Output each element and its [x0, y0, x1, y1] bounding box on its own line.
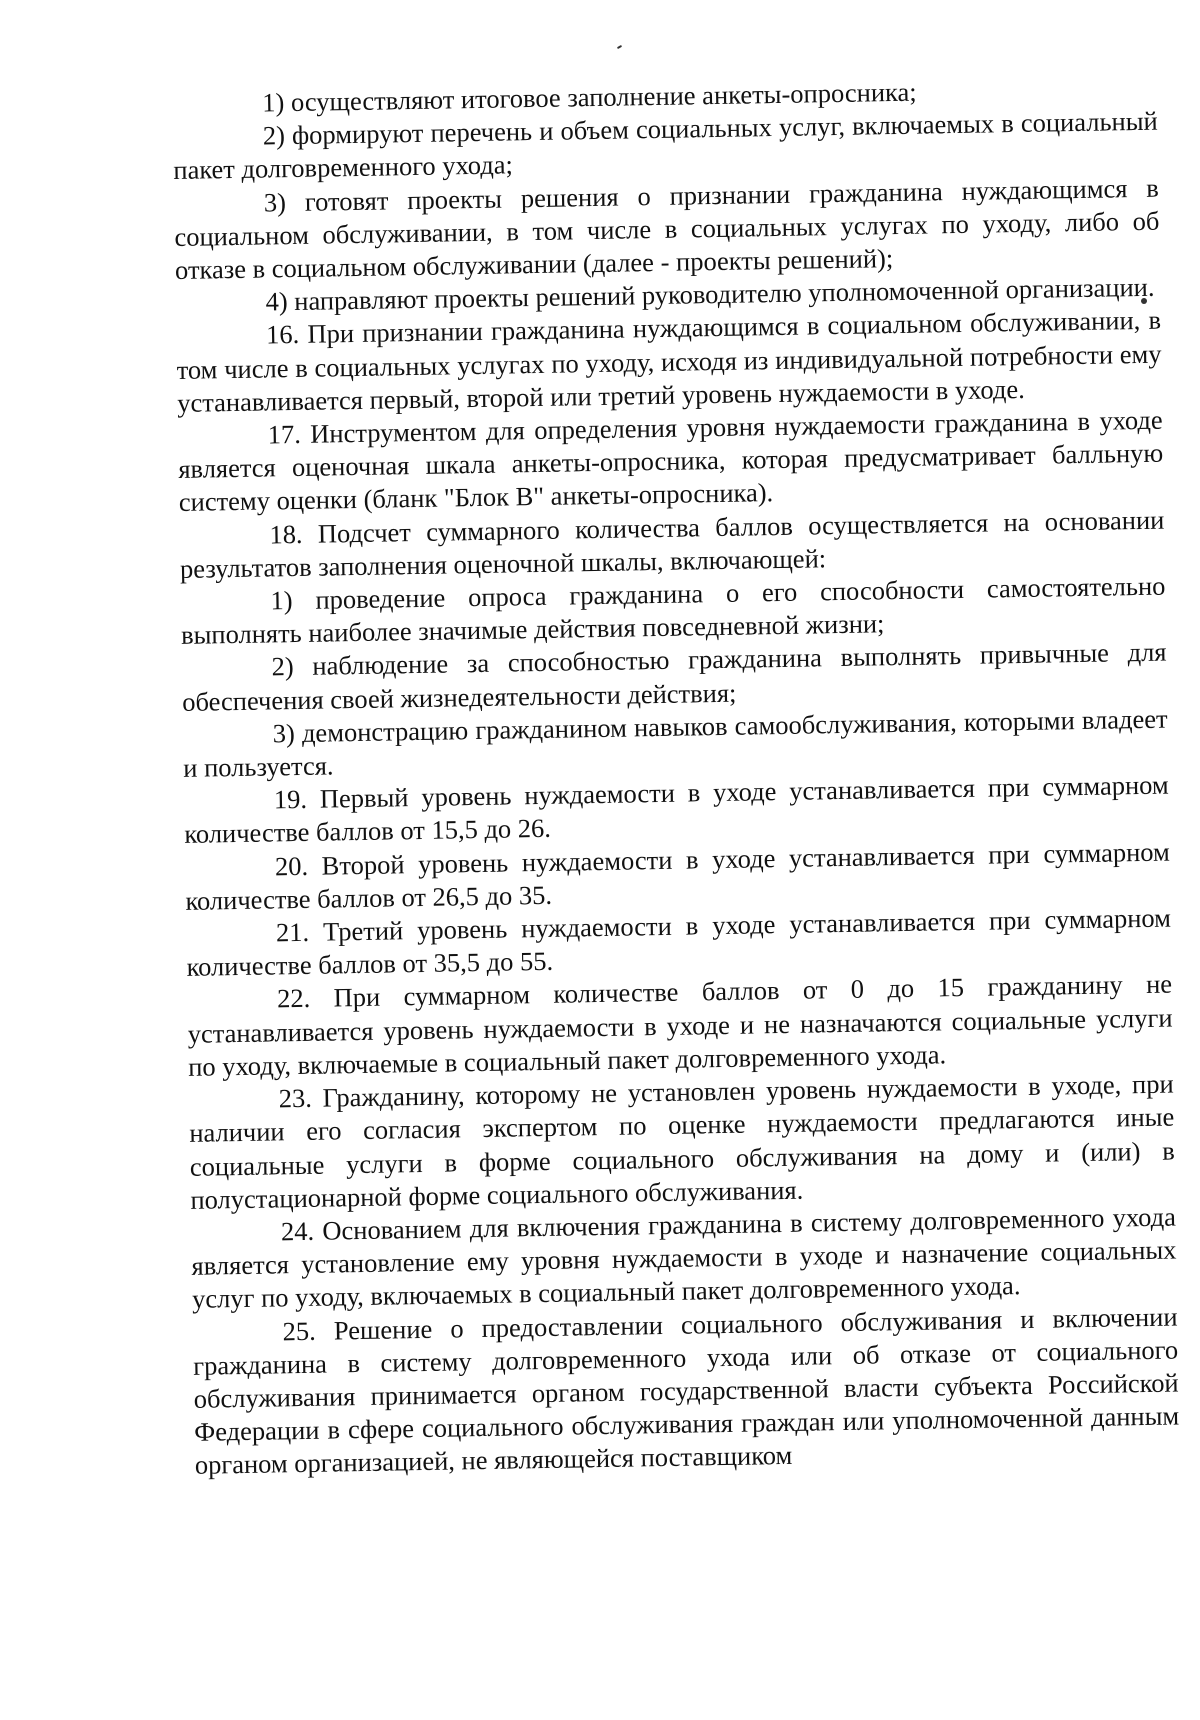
scan-speck	[617, 45, 622, 49]
clause-18-item-3: 3) демонстрацию гражданином навыков самообслуживания, которыми владеет и пользуется.	[183, 703, 1168, 783]
clause-22: 22. При суммарном количестве баллов от 0 до 15 гражданину не устанавливается уровень нуждаемости в уходе и не назначаются социальные услуги по уходу, включаемые в социальный пакет долговременного ухода.	[187, 969, 1173, 1082]
list-item-1: 1) осуществляют итоговое заполнение анкеты-опросника;	[262, 76, 917, 118]
clause-23: 23. Гражданину, которому не установлен уровень нуждаемости в уходе, при наличии его согласия экспертом по оценке нуждаемости предлагаются иные социальные услуги в форме социального обслуживания на дому и (или) в полустационарной форме социального обслуживания.	[189, 1068, 1175, 1215]
clause-17: 17. Инструментом для определения уровня нуждаемости гражданина в уходе является оценочная шкала анкеты-опросника, которая предусматривает балльную систему оценки (бланк "Блок В" анкеты-опросника).	[178, 404, 1164, 518]
clause-24: 24. Основанием для включения гражданина в систему долговременного ухода является установление ему уровня нуждаемости в уходе и назначение социальных услуг по уходу, включаемых в социальный пакет долговременного ухода.	[191, 1201, 1177, 1315]
clause-18: 18. Подсчет суммарного количества баллов осуществляется на основании результатов заполнения оценочной шкалы, включающей:	[179, 504, 1165, 584]
list-item-4: 4) направляют проекты решений руководителю уполномоченной организации.	[265, 271, 1155, 317]
clause-21: 21. Третий уровень нуждаемости в уходе устанавливается при суммарном количестве баллов от 35,5 до 55.	[186, 902, 1172, 983]
clause-18-item-2: 2) наблюдение за способностью гражданина выполнять привычные для обеспечения своей жизнедеятельности действия;	[181, 637, 1167, 717]
document-body	[172, 72, 1180, 1483]
list-item-3: 3) готовят проекты решения о признании гражданина нуждающимся в социальном обслуживании, в том числе в социальных услугах по уходу, либо об отказе в социальном обслуживании (далее - проекты решений);	[174, 172, 1160, 285]
clause-20: 20. Второй уровень нуждаемости в уходе устанавливается при суммарном количестве баллов от 26,5 до 35.	[185, 836, 1171, 916]
clause-16: 16. При признании гражданина нуждающимся в социальном обслуживании, в том числе в социальных услугах по уходу, исходя из индивидуальной потребности ему устанавливается первый, второй или третий уровень нуждаемости в уходе.	[176, 305, 1162, 418]
clause-25: 25. Решение о предоставлении социального обслуживания и включении гражданина в систему долговременного ухода или об отказе от социального обслуживания принимается органом государственной власти субъекта Российской Федерации в сфере социального обслуживания граждан или уполномоченной данным органом организацией, не являющейся поставщиком	[192, 1301, 1180, 1481]
list-item-2: 2) формируют перечень и объем социальных услуг, включаемых в социальный пакет долговременного ухода;	[173, 105, 1158, 186]
clause-19: 19. Первый уровень нуждаемости в уходе устанавливается при суммарном количестве баллов от 15,5 до 26.	[184, 769, 1169, 850]
clause-18-item-1: 1) проведение опроса гражданина о его способности самостоятельно выполнять наиболее значимые действия повседневной жизни;	[180, 570, 1166, 651]
